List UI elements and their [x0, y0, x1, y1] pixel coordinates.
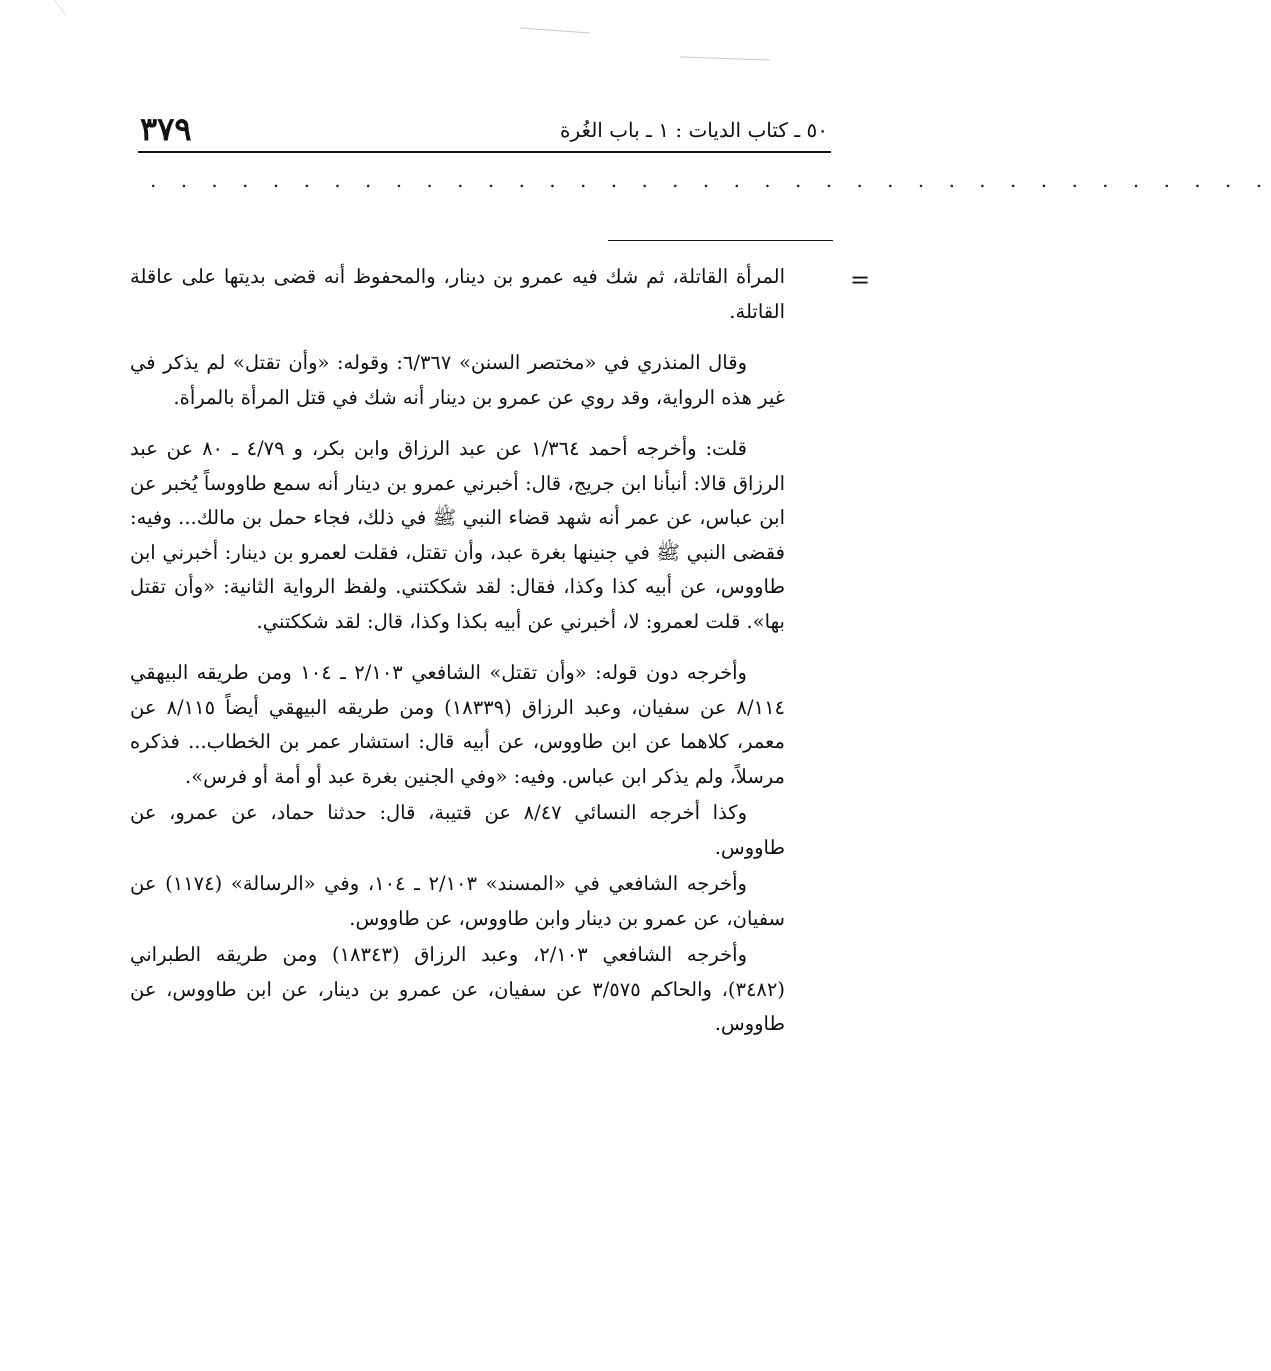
paragraph: قلت: وأخرجه أحمد ١/٣٦٤ عن عبد الرزاق وابن بكر، و ٤/٧٩ ـ ٨٠ عن عبد الرزاق قالا: أنبأنا ابن جريج، قال: أخبرني عمرو بن دينار أنه سمع طاووساً يُخبر عن ابن عباس، عن عمر أنه شهد قضاء النبي ﷺ في ذلك، فجاء حمل بن مالك... وفيه: فقضى النبي ﷺ في جنينها بغرة عبد، وأن تقتل، فقلت لعمرو بن دينار: أخبرني ابن طاووس، عن أبيه كذا وكذا، فقال: لقد شككتني. ولفظ الرواية الثانية: «وأن تقتل بها». قلت لعمرو: لا، أخبرني عن أبيه بكذا وكذا، قال: لقد شككتني. [130, 437, 785, 633]
paragraph: وأخرجه الشافعي ٢/١٠٣، وعبد الرزاق (١٨٣٤٣) ومن طريقه الطبراني (٣٤٨٢)، والحاكم ٣/٥٧٥ عن سفيان، عن عمرو بن دينار، عن ابن طاووس، عن طاووس. [130, 943, 785, 1035]
continuation-mark: = [850, 266, 871, 294]
running-head: ٥٠ ـ كتاب الديات : ١ ـ باب الغُرة [560, 118, 828, 142]
dotted-separator: . . . . . . . . . . . . . . . . . . . . . . . . . . . . . . . . . . . . . [150, 168, 1271, 192]
footnote-rule [608, 240, 833, 241]
paragraph: وأخرجه الشافعي في «المسند» ٢/١٠٣ ـ ١٠٤، وفي «الرسالة» (١١٧٤) عن سفيان، عن عمرو بن دينار وابن طاووس، عن طاووس. [130, 872, 785, 930]
paragraph: وقال المنذري في «مختصر السنن» ٦/٣٦٧: وقوله: «وأن تقتل» لم يذكر في غير هذه الرواية، وقد روي عن عمرو بن دينار أنه شك في قتل المرأة بالمرأة. [130, 351, 785, 409]
page-header [140, 108, 828, 150]
scan-mark [680, 56, 770, 60]
scan-mark [520, 28, 590, 34]
footnote-text [130, 260, 785, 1042]
paragraph: وكذا أخرجه النسائي ٨/٤٧ عن قتيبة، قال: حدثنا حماد، عن عمرو، عن طاووس. [130, 801, 785, 859]
page-number: ٣٧٩ [140, 110, 192, 148]
header-rule [138, 151, 831, 153]
paragraph: المرأة القاتلة، ثم شك فيه عمرو بن دينار، والمحفوظ أنه قضى بديتها على عاقلة القاتلة. [130, 265, 785, 323]
scan-smudge [54, 0, 86, 16]
paragraph: وأخرجه دون قوله: «وأن تقتل» الشافعي ٢/١٠٣ ـ ١٠٤ ومن طريقه البيهقي ٨/١١٤ عن سفيان، وعبد الرزاق (١٨٣٣٩) ومن طريقه البيهقي أيضاً ٨/١١٥ عن معمر، كلاهما عن ابن طاووس، عن أبيه قال: استشار عمر بن الخطاب... فذكره مرسلاً، ولم يذكر ابن عباس. وفيه: «وفي الجنين بغرة عبد أو أمة أو فرس». [130, 661, 786, 788]
